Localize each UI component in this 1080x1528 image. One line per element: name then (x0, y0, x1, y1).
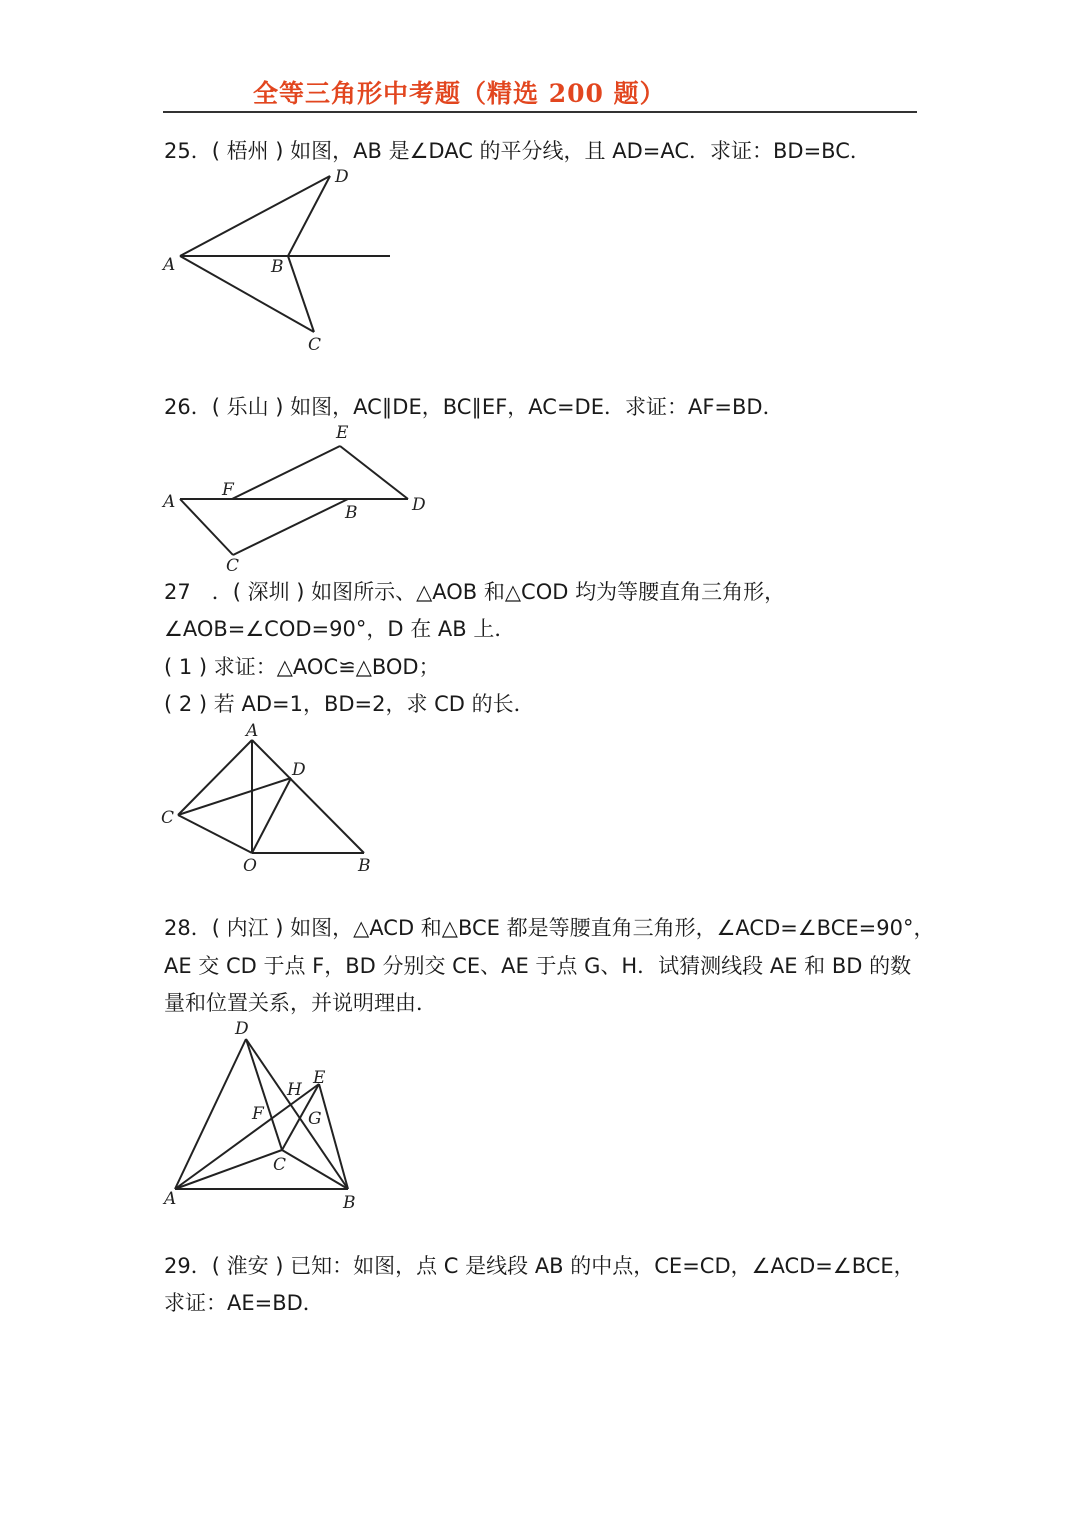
problem-27-line-1: 27 ．( 深圳 ) 如图所示、△AOB 和△COD 均为等腰直角三角形， (164, 580, 786, 604)
label-27-c: C (161, 808, 175, 828)
label-26-a: A (163, 492, 176, 512)
label-28-c: C (273, 1155, 287, 1175)
label-27-o: O (243, 856, 257, 876)
label-28-d: D (235, 1019, 249, 1039)
problem-27-line-4: ( 2 ) 若 AD=1，BD=2，求 CD 的长． (164, 692, 535, 716)
problem-28-line-1: 28．( 内江 ) 如图，△ACD 和△BCE 都是等腰直角三角形，∠ACD=∠BCE=90°， (164, 916, 935, 940)
label-28-h: H (287, 1080, 302, 1100)
label-28-g: G (308, 1109, 322, 1129)
label-28-b: B (343, 1193, 356, 1213)
label-26-c: C (226, 556, 240, 576)
label-25-a: A (163, 255, 176, 275)
problem-29-line-2: 求证：AE=BD． (164, 1291, 324, 1315)
label-28-f: F (252, 1104, 264, 1124)
label-26-d: D (412, 495, 426, 515)
label-25-b: B (271, 257, 284, 277)
label-25-d: D (335, 167, 349, 187)
label-27-b: B (358, 856, 371, 876)
problem-26-text: 26．( 乐山 ) 如图，AC∥DE，BC∥EF，AC=DE．求证：AF=BD． (164, 395, 784, 419)
problem-27-line-3: ( 1 ) 求证：△AOC≌△BOD； (164, 655, 440, 679)
label-27-d: D (292, 760, 306, 780)
label-26-f: F (222, 480, 234, 500)
problem-25-text: 25．( 梧州 ) 如图，AB 是∠DAC 的平分线，且 AD=AC．求证：BD=BC． (164, 139, 871, 163)
problem-28-line-3: 量和位置关系，并说明理由． (164, 991, 437, 1015)
label-27-a: A (246, 721, 259, 741)
problem-27-line-2: ∠AOB=∠COD=90°，D 在 AB 上． (164, 617, 516, 641)
problem-28-line-2: AE 交 CD 于点 F，BD 分别交 CE、AE 于点 G、H．试猜测线段 AE 和 BD 的数 (164, 954, 912, 978)
label-28-a: A (164, 1189, 177, 1209)
label-26-b: B (345, 503, 358, 523)
label-28-e: E (313, 1068, 326, 1088)
problem-29-line-1: 29．( 淮安 ) 已知：如图，点 C 是线段 AB 的中点，CE=CD，∠ACD=∠BCE， (164, 1254, 915, 1278)
label-26-e: E (336, 423, 349, 443)
page-title: 全等三角形中考题（精选 200 题） (253, 79, 666, 108)
label-25-c: C (308, 335, 322, 355)
